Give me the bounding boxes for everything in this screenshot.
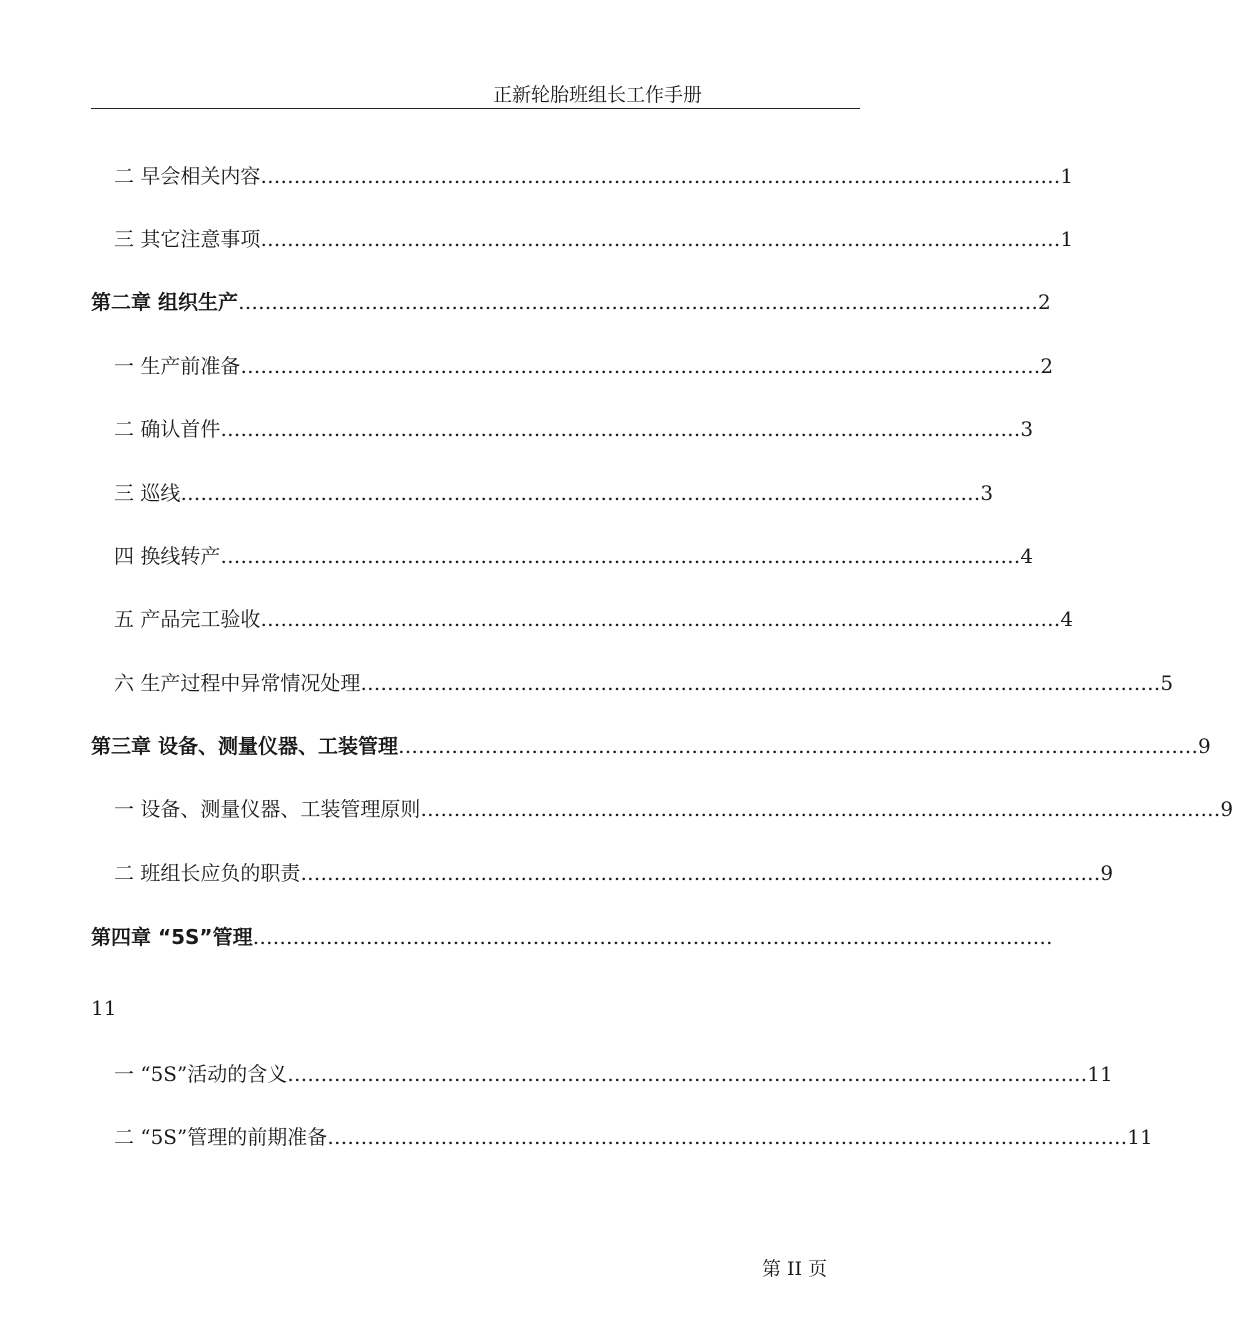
toc-leader-dots: ………………………………………………………………………………………………………… xyxy=(397,734,1198,758)
toc-leader-dots: ………………………………………………………………………………………………………… xyxy=(287,1062,1088,1086)
toc-entry-chapter[interactable] xyxy=(91,286,1051,316)
toc-entry-label: 二 早会相关内容 xyxy=(114,164,261,188)
toc-entry-label: 五 产品完工验收 xyxy=(114,607,261,631)
toc-entry[interactable] xyxy=(91,667,1174,697)
toc-leader-dots: ………………………………………………………………………………………………………… xyxy=(237,290,1038,314)
toc-entry-label: 第二章 组织生产 xyxy=(91,290,238,314)
toc-entry-page: 1 xyxy=(1060,164,1074,188)
toc-leader-dots: ………………………………………………………………………………………………………… xyxy=(260,607,1061,631)
toc-entry-page: 3 xyxy=(980,481,994,505)
toc-leader-dots: ………………………………………………………………………………………………………… xyxy=(260,227,1061,251)
toc-entry-chapter[interactable] xyxy=(91,921,1053,951)
toc-entry-page: 3 xyxy=(1020,417,1034,441)
toc-leader-dots: ………………………………………………………………………………………………………… xyxy=(240,354,1041,378)
toc-entry-page: 2 xyxy=(1040,354,1054,378)
toc-entry[interactable] xyxy=(91,350,1054,380)
toc-entry-label: 一 生产前准备 xyxy=(114,354,241,378)
toc-entry-label: 六 生产过程中异常情况处理 xyxy=(114,671,361,695)
toc-entry-page: 9 xyxy=(1220,797,1233,821)
toc-leader-dots: ………………………………………………………………………………………………………… xyxy=(252,925,1053,949)
toc-entry[interactable] xyxy=(91,857,1114,887)
toc-leader-dots: ………………………………………………………………………………………………………… xyxy=(180,481,981,505)
toc-entry-label: 三 其它注意事项 xyxy=(114,227,261,251)
toc-entry-page: 1 xyxy=(1060,227,1074,251)
header-rule xyxy=(91,108,860,109)
toc-entry-page: 9 xyxy=(1100,861,1114,885)
toc-entry-page: 9 xyxy=(1197,734,1211,758)
toc-leader-dots: ………………………………………………………………………………………………………… xyxy=(220,544,1021,568)
toc-entry[interactable] xyxy=(91,1058,1113,1088)
page-header-title: 正新轮胎班组长工作手册 xyxy=(493,84,703,106)
toc-leader-dots: ………………………………………………………………………………………………………… xyxy=(327,1125,1128,1149)
toc-entry-page: 11 xyxy=(1087,1062,1113,1086)
toc-entry-label: 二 确认首件 xyxy=(114,417,221,441)
toc-leader-dots: ………………………………………………………………………………………………………… xyxy=(300,861,1101,885)
toc-entry-page-wrapped: 11 xyxy=(91,996,117,1020)
toc-entry-label: 二 “5S”管理的前期准备 xyxy=(114,1125,328,1149)
toc-leader-dots: ………………………………………………………………………………………………………… xyxy=(260,164,1061,188)
toc-entry[interactable] xyxy=(91,1121,1153,1151)
toc-entry-page: 11 xyxy=(1127,1125,1153,1149)
toc-entry-label: 一 “5S”活动的含义 xyxy=(114,1062,288,1086)
toc-entry-page: 4 xyxy=(1060,607,1074,631)
toc-entry-label: 四 换线转产 xyxy=(114,544,221,568)
toc-leader-dots: ………………………………………………………………………………………………………… xyxy=(420,797,1221,821)
toc-entry-page: 4 xyxy=(1020,544,1034,568)
toc-entry-label: 一 设备、测量仪器、工装管理原则 xyxy=(114,797,421,821)
toc-entry[interactable] xyxy=(91,793,1233,823)
toc-entry[interactable] xyxy=(91,160,1074,190)
toc-entry[interactable] xyxy=(91,413,1034,443)
toc-leader-dots: ………………………………………………………………………………………………………… xyxy=(360,671,1161,695)
toc-entry-chapter[interactable] xyxy=(91,730,1211,760)
footer-page-number: 第 II 页 xyxy=(762,1258,828,1280)
toc-entry-label: 第三章 设备、测量仪器、工装管理 xyxy=(91,734,398,758)
toc-entry-page: 2 xyxy=(1037,290,1051,314)
toc-entry-label: 三 巡线 xyxy=(114,481,181,505)
toc-entry[interactable] xyxy=(91,477,994,507)
toc-entry[interactable] xyxy=(91,603,1074,633)
toc-entry-label: 第四章 “5S”管理 xyxy=(91,925,253,949)
toc-entry-label: 二 班组长应负的职责 xyxy=(114,861,301,885)
toc-entry[interactable] xyxy=(91,540,1034,570)
toc-entry[interactable] xyxy=(91,223,1074,253)
toc-leader-dots: ………………………………………………………………………………………………………… xyxy=(220,417,1021,441)
toc-entry-page: 5 xyxy=(1160,671,1174,695)
